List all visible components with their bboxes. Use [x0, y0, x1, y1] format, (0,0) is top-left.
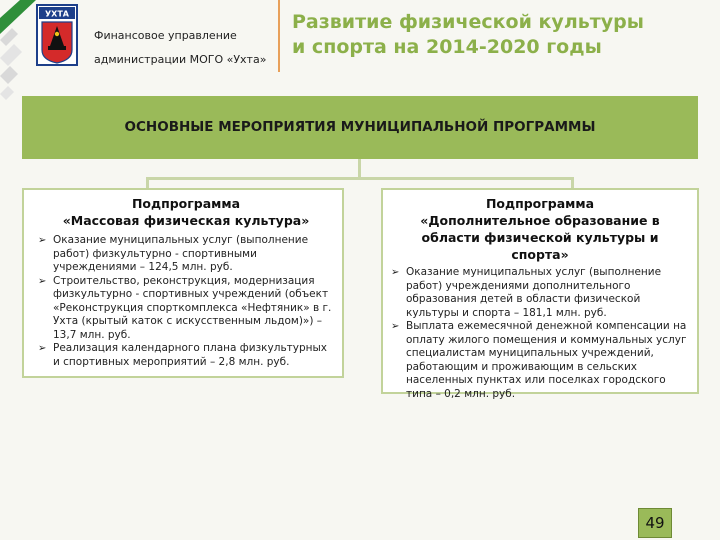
list-item: ➢ Оказание муниципальных услуг (выполнение работ) физкультурно - спортивными учреждениями – 124,5 млн. руб. [38, 234, 334, 275]
subprogram-title-line-3: области физической культуры и спорта» [421, 230, 659, 262]
city-crest-icon [36, 4, 78, 66]
organization-line-2: администрации МОГО «Ухта» [94, 53, 267, 66]
subprogram-title-line-2: «Дополнительное образование в [420, 213, 660, 228]
page-title-line-1: Развитие физической культуры [292, 11, 644, 33]
connector-horizontal [146, 177, 574, 180]
main-banner: ОСНОВНЫЕ МЕРОПРИЯТИЯ МУНИЦИПАЛЬНОЙ ПРОГРАММЫ [22, 96, 698, 159]
subprogram-box-mass-sports [22, 188, 344, 378]
list-item: ➢ Строительство, реконструкция, модернизация физкультурно - спортивных учреждений (объект «Реконструкция спорткомплекса «Нефтяник» в г. Ухта (крытый каток с искусственным льдом)») – 13,7 млн. руб. [38, 275, 334, 343]
page-title-line-2: и спорта на 2014-2020 годы [292, 36, 602, 58]
subprogram-title-line-2: «Массовая физическая культура» [62, 213, 310, 228]
list-item: ➢ Реализация календарного плана физкультурных и спортивных мероприятий – 2,8 млн. руб. [38, 342, 334, 369]
subprogram-box-additional-education [381, 188, 699, 400]
list-item: ➢ Выплата ежемесячной денежной компенсации на оплату жилого помещения и коммунальных услуг специалистам муниципальных учреждений, работающим и проживающим в сельских населенных пунктах или поселках городского типа – 0,2 млн. руб. [391, 320, 689, 401]
crest-text: УХТА [45, 9, 69, 19]
subprogram-title-line-1: Подпрограмма [131, 196, 241, 211]
organization-name [94, 24, 266, 72]
list-item: ➢ Оказание муниципальных услуг (выполнение работ) учреждениями дополнительного образования детей в области физической культуры и спорта – 181,1 млн. руб. [391, 266, 689, 320]
subprogram-title [391, 195, 689, 263]
subprogram-title-line-1: Подпрограмма [485, 196, 595, 211]
page-number: 49 [638, 508, 672, 538]
subprogram-title [38, 195, 334, 229]
subprogram-item-list [391, 266, 689, 401]
connector-vertical-main [358, 159, 361, 179]
decorative-ornament-icon [0, 0, 36, 100]
subprogram-item-list [38, 234, 334, 369]
organization-line-1: Финансовое управление [94, 29, 237, 42]
header-divider [278, 0, 280, 72]
page-title [292, 10, 644, 60]
